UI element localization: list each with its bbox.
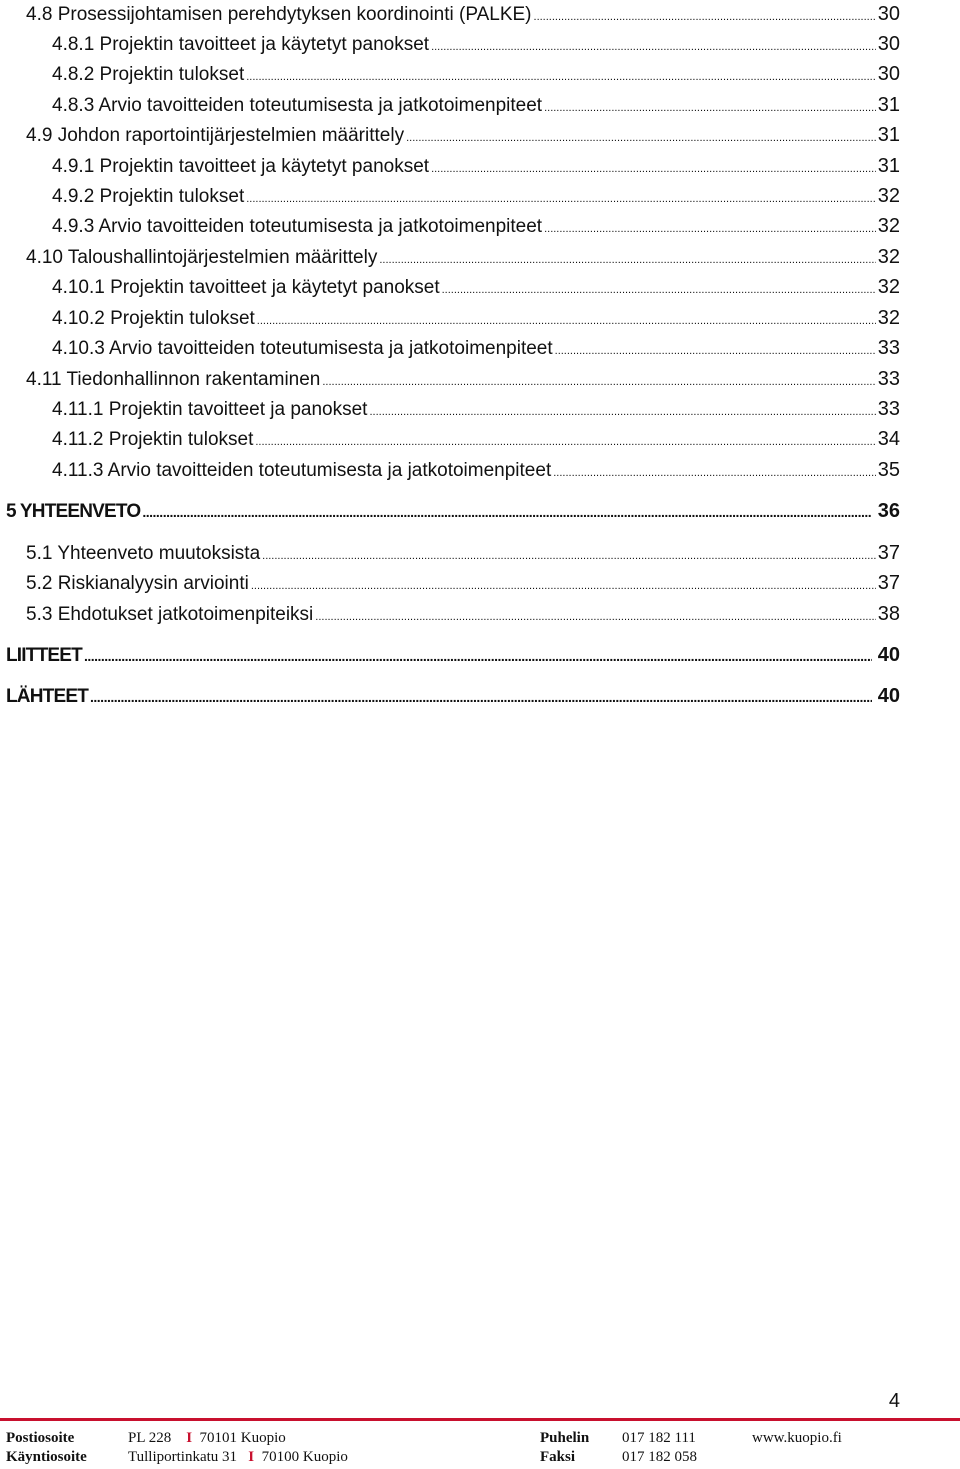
toc-entry-title: 4.11.3 Arvio tavoitteiden toteutumisesta ja jatkotoimenpiteet xyxy=(52,460,552,481)
toc-entry-title: 4.8.3 Arvio tavoitteiden toteutumisesta ja jatkotoimenpiteet xyxy=(52,95,543,116)
dot-leader xyxy=(262,544,876,568)
dot-leader xyxy=(555,339,876,363)
dot-leader xyxy=(246,187,876,211)
toc-entry-title: 4.8.2 Projektin tulokset xyxy=(52,64,245,85)
toc-entry-title: 4.9.1 Projektin tavoitteet ja käytetyt panokset xyxy=(52,156,430,177)
toc-entry-page: 38 xyxy=(877,603,900,625)
toc-entry[interactable] xyxy=(0,154,960,184)
toc-entry-title: 4.10.3 Arvio tavoitteiden toteutumisesta ja jatkotoimenpiteet xyxy=(52,338,553,359)
footer-phone-value: 017 182 111 xyxy=(622,1430,696,1446)
toc-entry-title: 4.9 Johdon raportointijärjestelmien määrittely xyxy=(26,125,405,146)
toc-entry-page: 34 xyxy=(877,428,900,450)
page-number: 4 xyxy=(888,1390,900,1412)
footer-phone-label: Puhelin xyxy=(540,1430,590,1446)
toc-entry[interactable] xyxy=(0,602,960,632)
dot-leader xyxy=(369,400,875,424)
toc-entry-title: 4.8 Prosessijohtamisen perehdytyksen koordinointi (PALKE) xyxy=(26,4,532,25)
dot-leader xyxy=(534,5,876,29)
toc-entry-chapter[interactable] xyxy=(0,684,960,714)
dot-leader xyxy=(315,605,875,629)
toc-entry-title: 4.10.2 Projektin tulokset xyxy=(52,308,255,329)
toc-entry-page: 31 xyxy=(877,124,900,146)
toc-entry[interactable] xyxy=(0,275,960,305)
footer-visit-street: Tulliportinkatu 31 xyxy=(128,1449,238,1465)
toc-entry-title: 4.11.1 Projektin tavoitteet ja panokset xyxy=(52,399,368,420)
dot-leader xyxy=(90,685,872,709)
footer-fax-label: Faksi xyxy=(540,1449,576,1465)
toc-entry-title: 5.1 Yhteenveto muutoksista xyxy=(26,543,261,564)
footer-website-link[interactable]: www.kuopio.fi xyxy=(752,1430,842,1446)
toc-entry-title: LÄHTEET xyxy=(6,686,89,707)
toc-entry-page: 36 xyxy=(877,500,900,522)
toc-entry[interactable] xyxy=(0,32,960,62)
toc-entry-title: 4.10 Taloushallintojärjestelmien määrittely xyxy=(26,247,378,268)
toc-entry-title: 4.9.2 Projektin tulokset xyxy=(52,186,245,207)
toc-entry[interactable] xyxy=(0,62,960,92)
dot-leader xyxy=(431,35,876,59)
dot-leader xyxy=(255,430,875,454)
toc-entry-page: 40 xyxy=(877,644,900,666)
toc-entry-page: 30 xyxy=(877,63,900,85)
footer-row-postal xyxy=(0,1430,960,1449)
toc-entry-chapter[interactable] xyxy=(0,643,960,673)
toc-entry[interactable] xyxy=(0,123,960,153)
toc-entry-chapter[interactable] xyxy=(0,499,960,529)
toc-entry-page: 37 xyxy=(877,572,900,594)
footer-fax-value: 017 182 058 xyxy=(622,1449,697,1465)
toc-entry[interactable] xyxy=(0,397,960,427)
toc-entry[interactable] xyxy=(0,93,960,123)
toc-entry-title: 5 YHTEENVETO xyxy=(6,501,141,522)
dot-leader xyxy=(553,461,876,485)
toc-entry-title: 4.9.3 Arvio tavoitteiden toteutumisesta ja jatkotoimenpiteet xyxy=(52,216,543,237)
toc-entry[interactable] xyxy=(0,571,960,601)
toc-entry-title: 4.11.2 Projektin tulokset xyxy=(52,429,254,450)
toc-entry-page: 30 xyxy=(877,3,900,25)
toc-entry-title: 4.8.1 Projektin tavoitteet ja käytetyt panokset xyxy=(52,34,430,55)
toc-entry-page: 32 xyxy=(877,307,900,329)
dot-leader xyxy=(544,217,876,241)
footer-postal-box: PL 228 xyxy=(128,1430,172,1446)
toc-entry-page: 40 xyxy=(877,685,900,707)
footer-divider xyxy=(0,1418,960,1421)
toc-entry-title: 5.3 Ehdotukset jatkotoimenpiteiksi xyxy=(26,604,314,625)
dot-leader xyxy=(406,126,876,150)
toc-entry[interactable] xyxy=(0,427,960,457)
toc-entry-page: 31 xyxy=(877,94,900,116)
toc-entry-page: 32 xyxy=(877,246,900,268)
toc-entry-page: 32 xyxy=(877,276,900,298)
dot-leader xyxy=(251,574,876,598)
dot-leader xyxy=(379,248,875,272)
dot-leader xyxy=(322,370,875,394)
footer-postal-city: 70101 Kuopio xyxy=(199,1430,286,1446)
toc-entry-page: 31 xyxy=(877,155,900,177)
footer-postal-label: Postiosoite xyxy=(6,1430,75,1446)
toc-entry[interactable] xyxy=(0,2,960,32)
toc-entry-page: 33 xyxy=(877,337,900,359)
toc-entry-title: 4.11 Tiedonhallinnon rakentaminen xyxy=(26,369,321,390)
footer-separator: I xyxy=(248,1449,255,1465)
dot-leader xyxy=(442,278,876,302)
toc-entry[interactable] xyxy=(0,367,960,397)
toc-entry-title: 5.2 Riskianalyysin arviointi xyxy=(26,573,249,594)
toc-entry-page: 32 xyxy=(877,215,900,237)
footer-row-visit xyxy=(0,1449,960,1468)
dot-leader xyxy=(142,500,871,524)
toc-entry[interactable] xyxy=(0,214,960,244)
toc-entry[interactable] xyxy=(0,245,960,275)
dot-leader xyxy=(257,309,876,333)
toc-entry[interactable] xyxy=(0,541,960,571)
footer-separator: I xyxy=(186,1430,193,1446)
toc-entry-title: 4.10.1 Projektin tavoitteet ja käytetyt panokset xyxy=(52,277,440,298)
dot-leader xyxy=(246,65,876,89)
toc-entry[interactable] xyxy=(0,184,960,214)
toc-entry-page: 33 xyxy=(877,368,900,390)
dot-leader xyxy=(544,96,876,120)
footer-visit-city: 70100 Kuopio xyxy=(261,1449,348,1465)
footer-postal-address xyxy=(128,1430,286,1447)
toc-entry[interactable] xyxy=(0,306,960,336)
toc-entry-page: 33 xyxy=(877,398,900,420)
toc-entry-page: 32 xyxy=(877,185,900,207)
toc-entry[interactable] xyxy=(0,336,960,366)
dot-leader xyxy=(84,644,872,668)
dot-leader xyxy=(431,157,876,181)
toc-entry[interactable] xyxy=(0,458,960,488)
footer-visit-label: Käyntiosoite xyxy=(6,1449,87,1465)
footer-visit-address xyxy=(128,1449,348,1466)
toc-entry-title: LIITTEET xyxy=(6,645,82,666)
toc-entry-page: 37 xyxy=(877,542,900,564)
toc-entry-page: 35 xyxy=(877,459,900,481)
toc-entry-page: 30 xyxy=(877,33,900,55)
